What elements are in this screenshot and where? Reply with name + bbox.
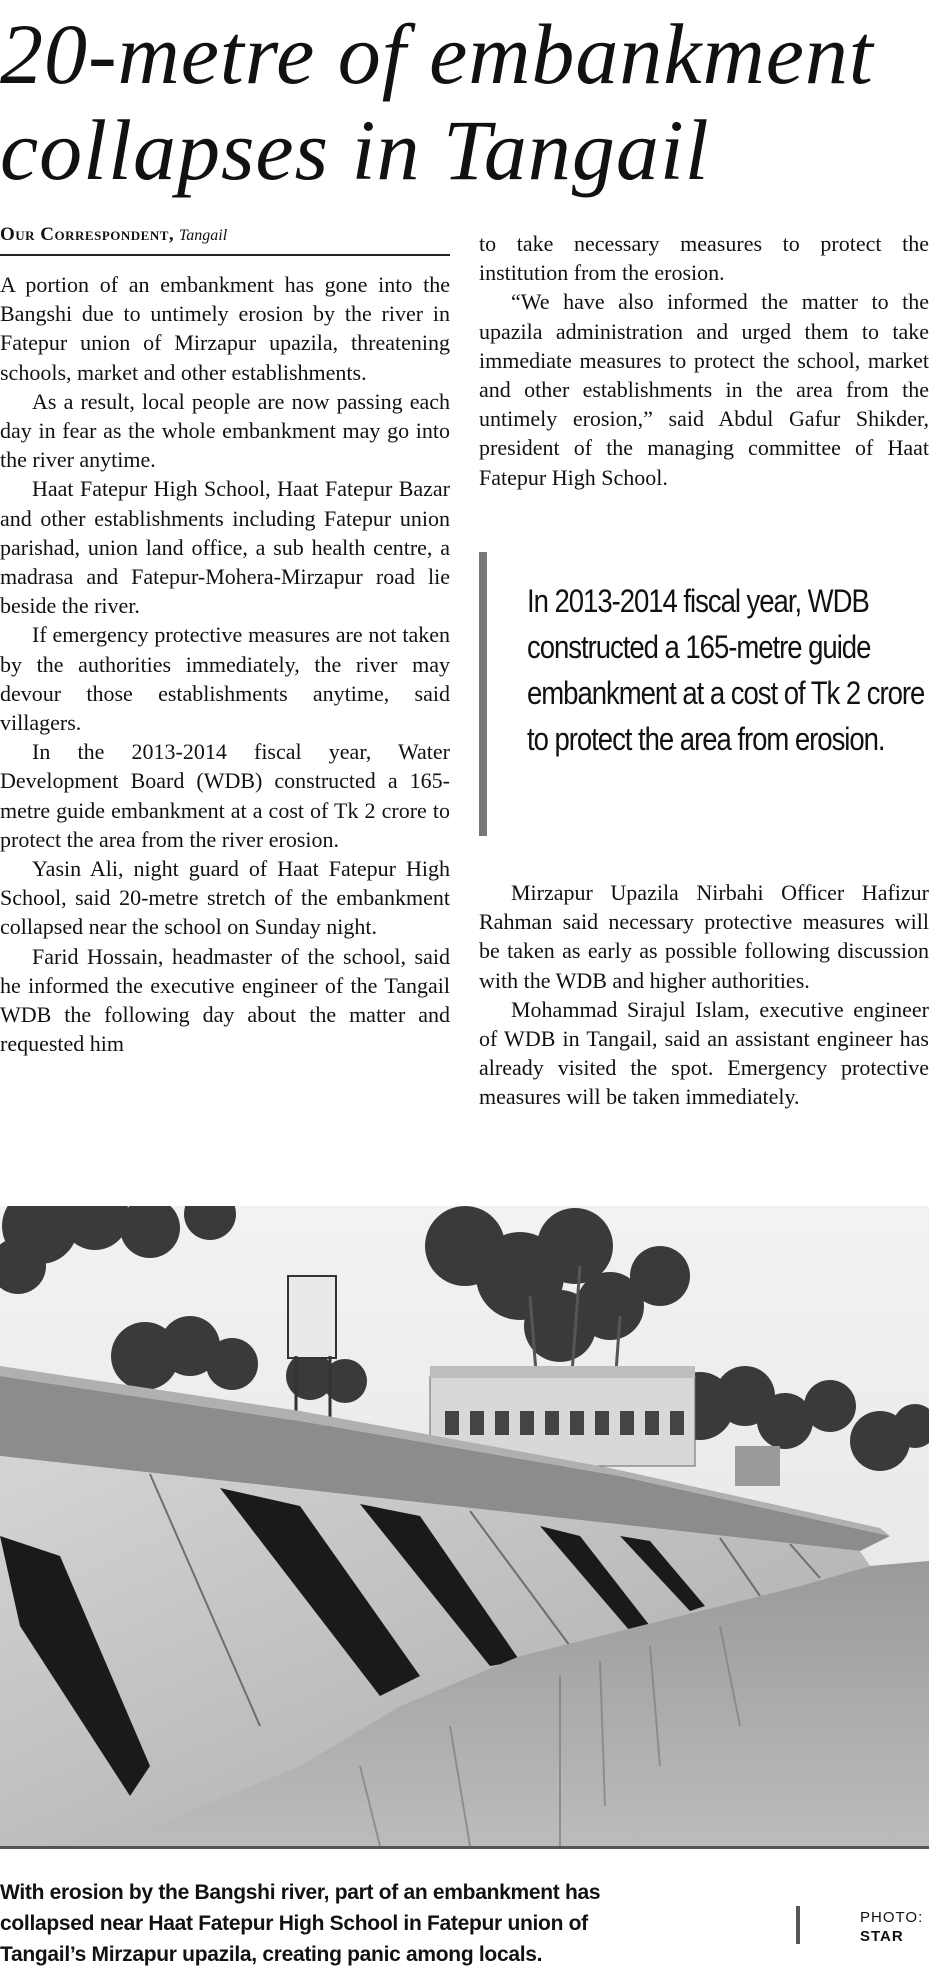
pull-quote	[479, 552, 929, 836]
paragraph: If emergency protective measures are not taken by the authorities immediately, the river may devour those establishments anytime, said villagers.	[0, 622, 450, 736]
paragraph: Mohammad Sirajul Islam, executive engineer of WDB in Tangail, said an assistant engineer has already visited the spot. Emergency protective measures will be taken immediately.	[479, 996, 929, 1110]
byline-author: Our Correspondent,	[0, 224, 175, 245]
photo-credit-org: STAR	[860, 1928, 904, 1945]
headline-line-1: 20-metre of embankment	[0, 6, 874, 102]
byline	[0, 222, 450, 256]
article-column-right-bottom	[479, 878, 929, 1112]
pull-quote-text: In 2013-2014 fiscal year, WDB constructed a 165-metre guide embankment at a cost of Tk 2 crore to protect the area from erosion.	[527, 583, 925, 757]
pull-quote-bar	[479, 552, 487, 836]
paragraph: Haat Fatepur High School, Haat Fatepur Bazar and other establishments including Fatepur union parishad, union land office, a sub health centre, a madrasa and Fatepur-Mohera-Mirzapur road lie beside the river.	[0, 476, 450, 619]
paragraph: Mirzapur Upazila Nirbahi Officer Hafizur Rahman said necessary protective measures will be taken as early as possible following discussion with the WDB and higher authorities.	[479, 880, 929, 993]
headline	[0, 6, 929, 198]
byline-location: Tangail	[178, 227, 228, 244]
photo-caption: With erosion by the Bangshi river, part of an embankment has collapsed near Haat Fatepur High School in Fatepur union of Tangail’s Mirzapur upazila, creating panic among locals.	[0, 1881, 601, 1966]
article-column-right-top	[479, 229, 929, 492]
paragraph: As a result, local people are now passing each day in fear as the whole embankment may go into the river anytime.	[0, 388, 450, 473]
paragraph: In the 2013-2014 fiscal year, Water Development Board (WDB) constructed a 165-metre guide embankment at a cost of Tk 2 crore to protect the area from the river erosion.	[0, 739, 450, 852]
paragraph: Farid Hossain, headmaster of the school, said he informed the executive engineer of the Tangail WDB the following day about the matter and requested him	[0, 943, 450, 1057]
paragraph: to take necessary measures to protect the institution from the erosion.	[479, 231, 929, 286]
photo-credit-label: PHOTO:	[860, 1909, 924, 1926]
article-column-left	[0, 270, 450, 1058]
paragraph: Yasin Ali, night guard of Haat Fatepur High School, said 20-metre stretch of the embankment collapsed near the school on Sunday night.	[0, 856, 450, 940]
headline-line-2: collapses in Tangail	[0, 102, 710, 198]
embankment-photo	[0, 1206, 929, 1849]
photo-credit-divider	[796, 1906, 800, 1944]
paragraph: “We have also informed the matter to the upazila administration and urged them to take immediate measures to protect the school, market and other establishments in the area from the untimely erosion,” said Abdul Gafur Shikder, president of the managing committee of Haat Fatepur High School.	[479, 289, 929, 490]
paragraph: A portion of an embankment has gone into the Bangshi due to untimely erosion by the river in Fatepur union of Mirzapur upazila, threatening schools, market and other establishments.	[0, 272, 450, 385]
photo-credit	[860, 1908, 929, 1946]
